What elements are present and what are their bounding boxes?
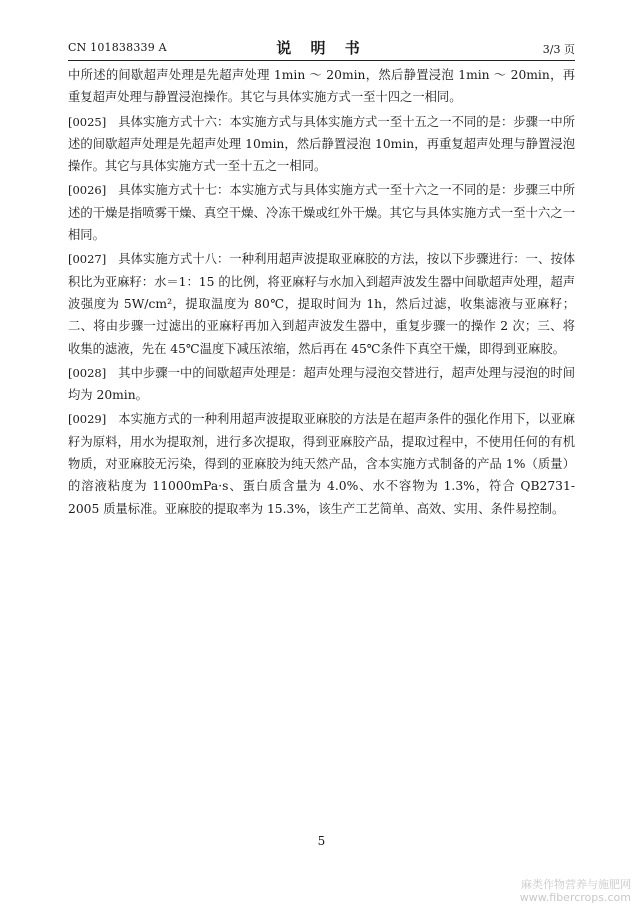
watermark-site-name: 麻类作物营养与施肥网 <box>521 878 631 891</box>
page-indicator: 3/3 页 <box>542 43 575 56</box>
page-number: 5 <box>317 834 326 848</box>
paragraph <box>68 362 575 407</box>
paragraph-number: [0025] <box>68 114 107 129</box>
paragraph-text: 具体实施方式十八：一种利用超声波提取亚麻胶的方法，按以下步骤进行：一、按体积比为亚麻籽：水＝1：15 的比例，将亚麻籽与水加入到超声波发生器中间歇超声处理，超声波强度为 5W/cm²，提取温度为 80℃，提取时间为 1h，然后过滤，收集滤液与亚麻籽；二、将由步骤一过滤出的亚麻籽再加入到超声波发生器中，重复步骤一的操作 2 次；三、将收集的滤液，先在 45℃温度下减压浓缩，然后再在 45℃条件下真空干燥，即得到亚麻胶。 <box>68 252 575 356</box>
document-body <box>68 64 575 522</box>
paragraph-number: [0027] <box>68 252 107 267</box>
paragraph <box>68 179 575 246</box>
paragraph-text: 其中步骤一中的间歇超声处理是：超声处理与浸泡交替进行，超声处理与浸泡的时间均为 20min。 <box>68 365 575 403</box>
site-watermark <box>520 878 631 904</box>
paragraph-number: [0026] <box>68 183 107 198</box>
page-header <box>68 36 575 61</box>
paragraph-number: [0028] <box>68 365 107 380</box>
paragraph <box>68 64 575 109</box>
paragraph <box>68 248 575 359</box>
paragraph-text: 中所述的间歇超声处理是先超声处理 1min ～ 20min，然后静置浸泡 1min ～ 20min，再重复超声处理与静置浸泡操作。其它与具体实施方式一至十四之一相同。 <box>68 68 575 105</box>
paragraph-text: 具体实施方式十六：本实施方式与具体实施方式一至十五之一不同的是：步骤一中所述的间歇超声处理是先超声处理 10min，然后静置浸泡 10min，再重复超声处理与静置浸泡操作。其它与具体实施方式一至十五之一相同。 <box>68 114 575 174</box>
paragraph-number: [0029] <box>68 412 107 427</box>
paragraph <box>68 111 575 178</box>
patent-number: CN 101838339 A <box>68 41 167 54</box>
watermark-url: www.fibercrops.com <box>519 891 631 904</box>
paragraph <box>68 408 575 519</box>
paragraph-text: 具体实施方式十七：本实施方式与具体实施方式一至十六之一不同的是：步骤三中所述的干燥是指喷雾干燥、真空干燥、冷冻干燥或红外干燥。其它与具体实施方式一至十六之一相同。 <box>68 183 575 243</box>
paragraph-text: 本实施方式的一种利用超声波提取亚麻胶的方法是在超声条件的强化作用下，以亚麻籽为原料，用水为提取剂，进行多次提取，得到亚麻胶产品，提取过程中，不使用任何的有机物质，对亚麻胶无污染，得到的亚麻胶为纯天然产品，含本实施方式制备的产品 1%（质量）的溶液粘度为 11000mPa·s、蛋白质含量为 4.0%、水不容物为 1.3%，符合 QB2731-2005 质量标准。亚麻胶的提取率为 15.3%，该生产工艺简单、高效、实用、条件易控制。 <box>68 412 575 516</box>
document-title: 说 明 书 <box>276 39 367 57</box>
